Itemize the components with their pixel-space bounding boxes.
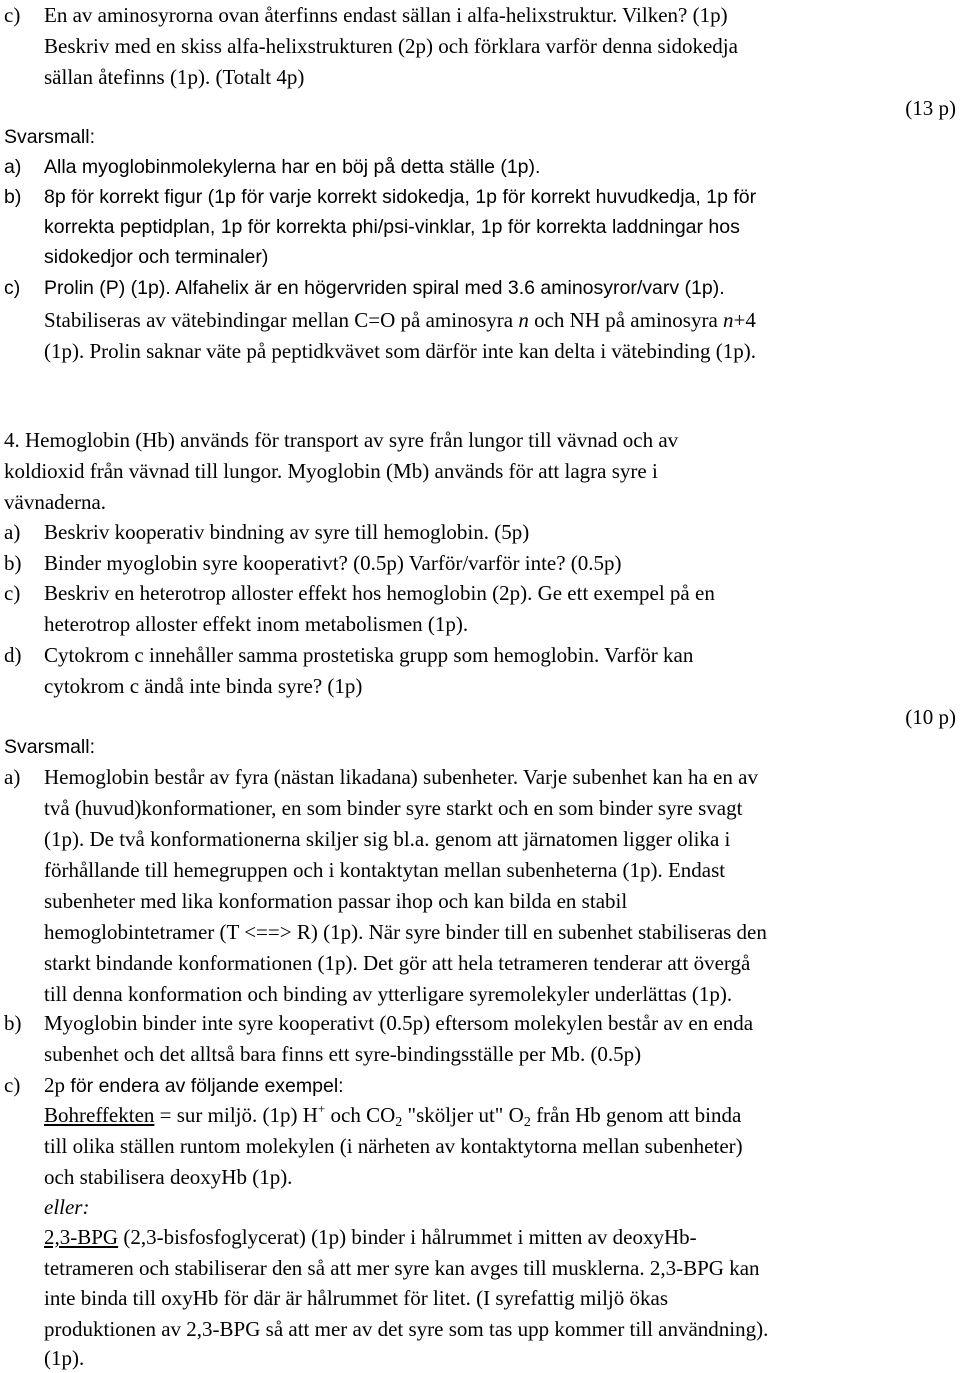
q3c-label: c) (4, 3, 21, 27)
q3-points: (13 p) (905, 96, 956, 120)
q4-points: (10 p) (905, 705, 956, 729)
bpg-term: 2,3-BPG (44, 1225, 119, 1249)
document-page: c) En av aminosyrorna ovan återfinns endast sällan i alfa-helixstruktur. Vilken? (1p) Beskriv med en skiss alfa-helixstrukturen (2p) och förklara varför denna sidokedja sällan åtefinns (1p). (Totalt 4p) (13 p) Svarsmall: a) Alla myoglobinmolekylerna har en böj på detta ställe (1p). b) 8p för korrekt figur (1p för varje korrekt sidokedja, 1p för korrekt huvudkedja, 1p för korrekta peptidplan, 1p för korrekta phi/psi-vinklar, 1p för korrekta laddningar hos sidokedjor och terminaler) c) Prolin (P) (1p). Alfahelix är en högervriden spiral med 3.6 aminosyror/varv (1p). Stabiliseras av vätebindingar mellan C=O på aminosyra n och NH på aminosyra n+4 (1p). Prolin saknar väte på peptidkvävet som därför inte kan delta i vätebinding (1p). 4. Hemoglobin (Hb) används för transport av syre från lungor till vävnad och av koldioxid från vävnad till lungor. Myoglobin (Mb) används för att lagra syre i vävnaderna. a) Beskriv kooperativ bindning av syre till hemoglobin. (5p) b) Binder myoglobin syre kooperativt? (0.5p) Varför/varför inte? (0.5p) c) Beskriv en heterotrop alloster effekt hos hemoglobin (2p). Ge ett exempel på en heterotrop alloster effekt inom metabolismen (1p). d) Cytokrom c innehåller samma prostetiska grupp som hemoglobin. Varför kan cytokrom c ändå inte binda syre? (1p) (10 p) Svarsmall: a) Hemoglobin består av fyra (nästan likadana) subenheter. Varje subenhet kan ha en av två (huvud)konformationer, en som binder syre starkt och en som binder syre svagt (1p). De två konformationerna skiljer sig bl.a. genom att järnatomen ligger olika i förhållande till hemegruppen och i kontaktytan mellan subenheterna (1p). Endast subenheter med lika konformation passar ihop och kan bilda en stabil hemoglobintetramer (T <==> R) (1p). När syre binder till en subenhet stabiliseras den starkt bindande konformationen (1p). Det gör att hela tetrameren tenderar att övergå till denna konformation och binding av ytterligare syremolekyler underlättas (1p). b) Myoglobin binder inte syre kooperativt (0.5p) eftersom molekylen består av en enda subenhet och det alltså bara finns ett syre-bindingsställe per Mb. (0.5p) c) 2p för endera av följande exempel: Bohreffekten = sur miljö. (1p) H+ och $CO_2$ "sköljer ut" $O_2$ från Hb genom att binda till olika ställen runtom molekylen (i närheten av kontaktytorna mellan subenheter) och stabilisera deoxyHb (1p). eller: 2,3-BPG (2,3-bisfosfoglycerat) (1p) binder i hålrummet i mitten av deoxyHb- tetrameren och stabiliserar den så att mer syre kan avges till musklerna. 2,3-BPG kan inte binda till oxyHb för där är hålrummet för litet. (I syrefattig miljö ökas produktionen av 2,3-BPG så att mer av det syre som tas upp kommer till användning). (1p). (0, 0, 960, 1372)
bohr-effect-term: Bohreffekten (44, 1103, 155, 1127)
